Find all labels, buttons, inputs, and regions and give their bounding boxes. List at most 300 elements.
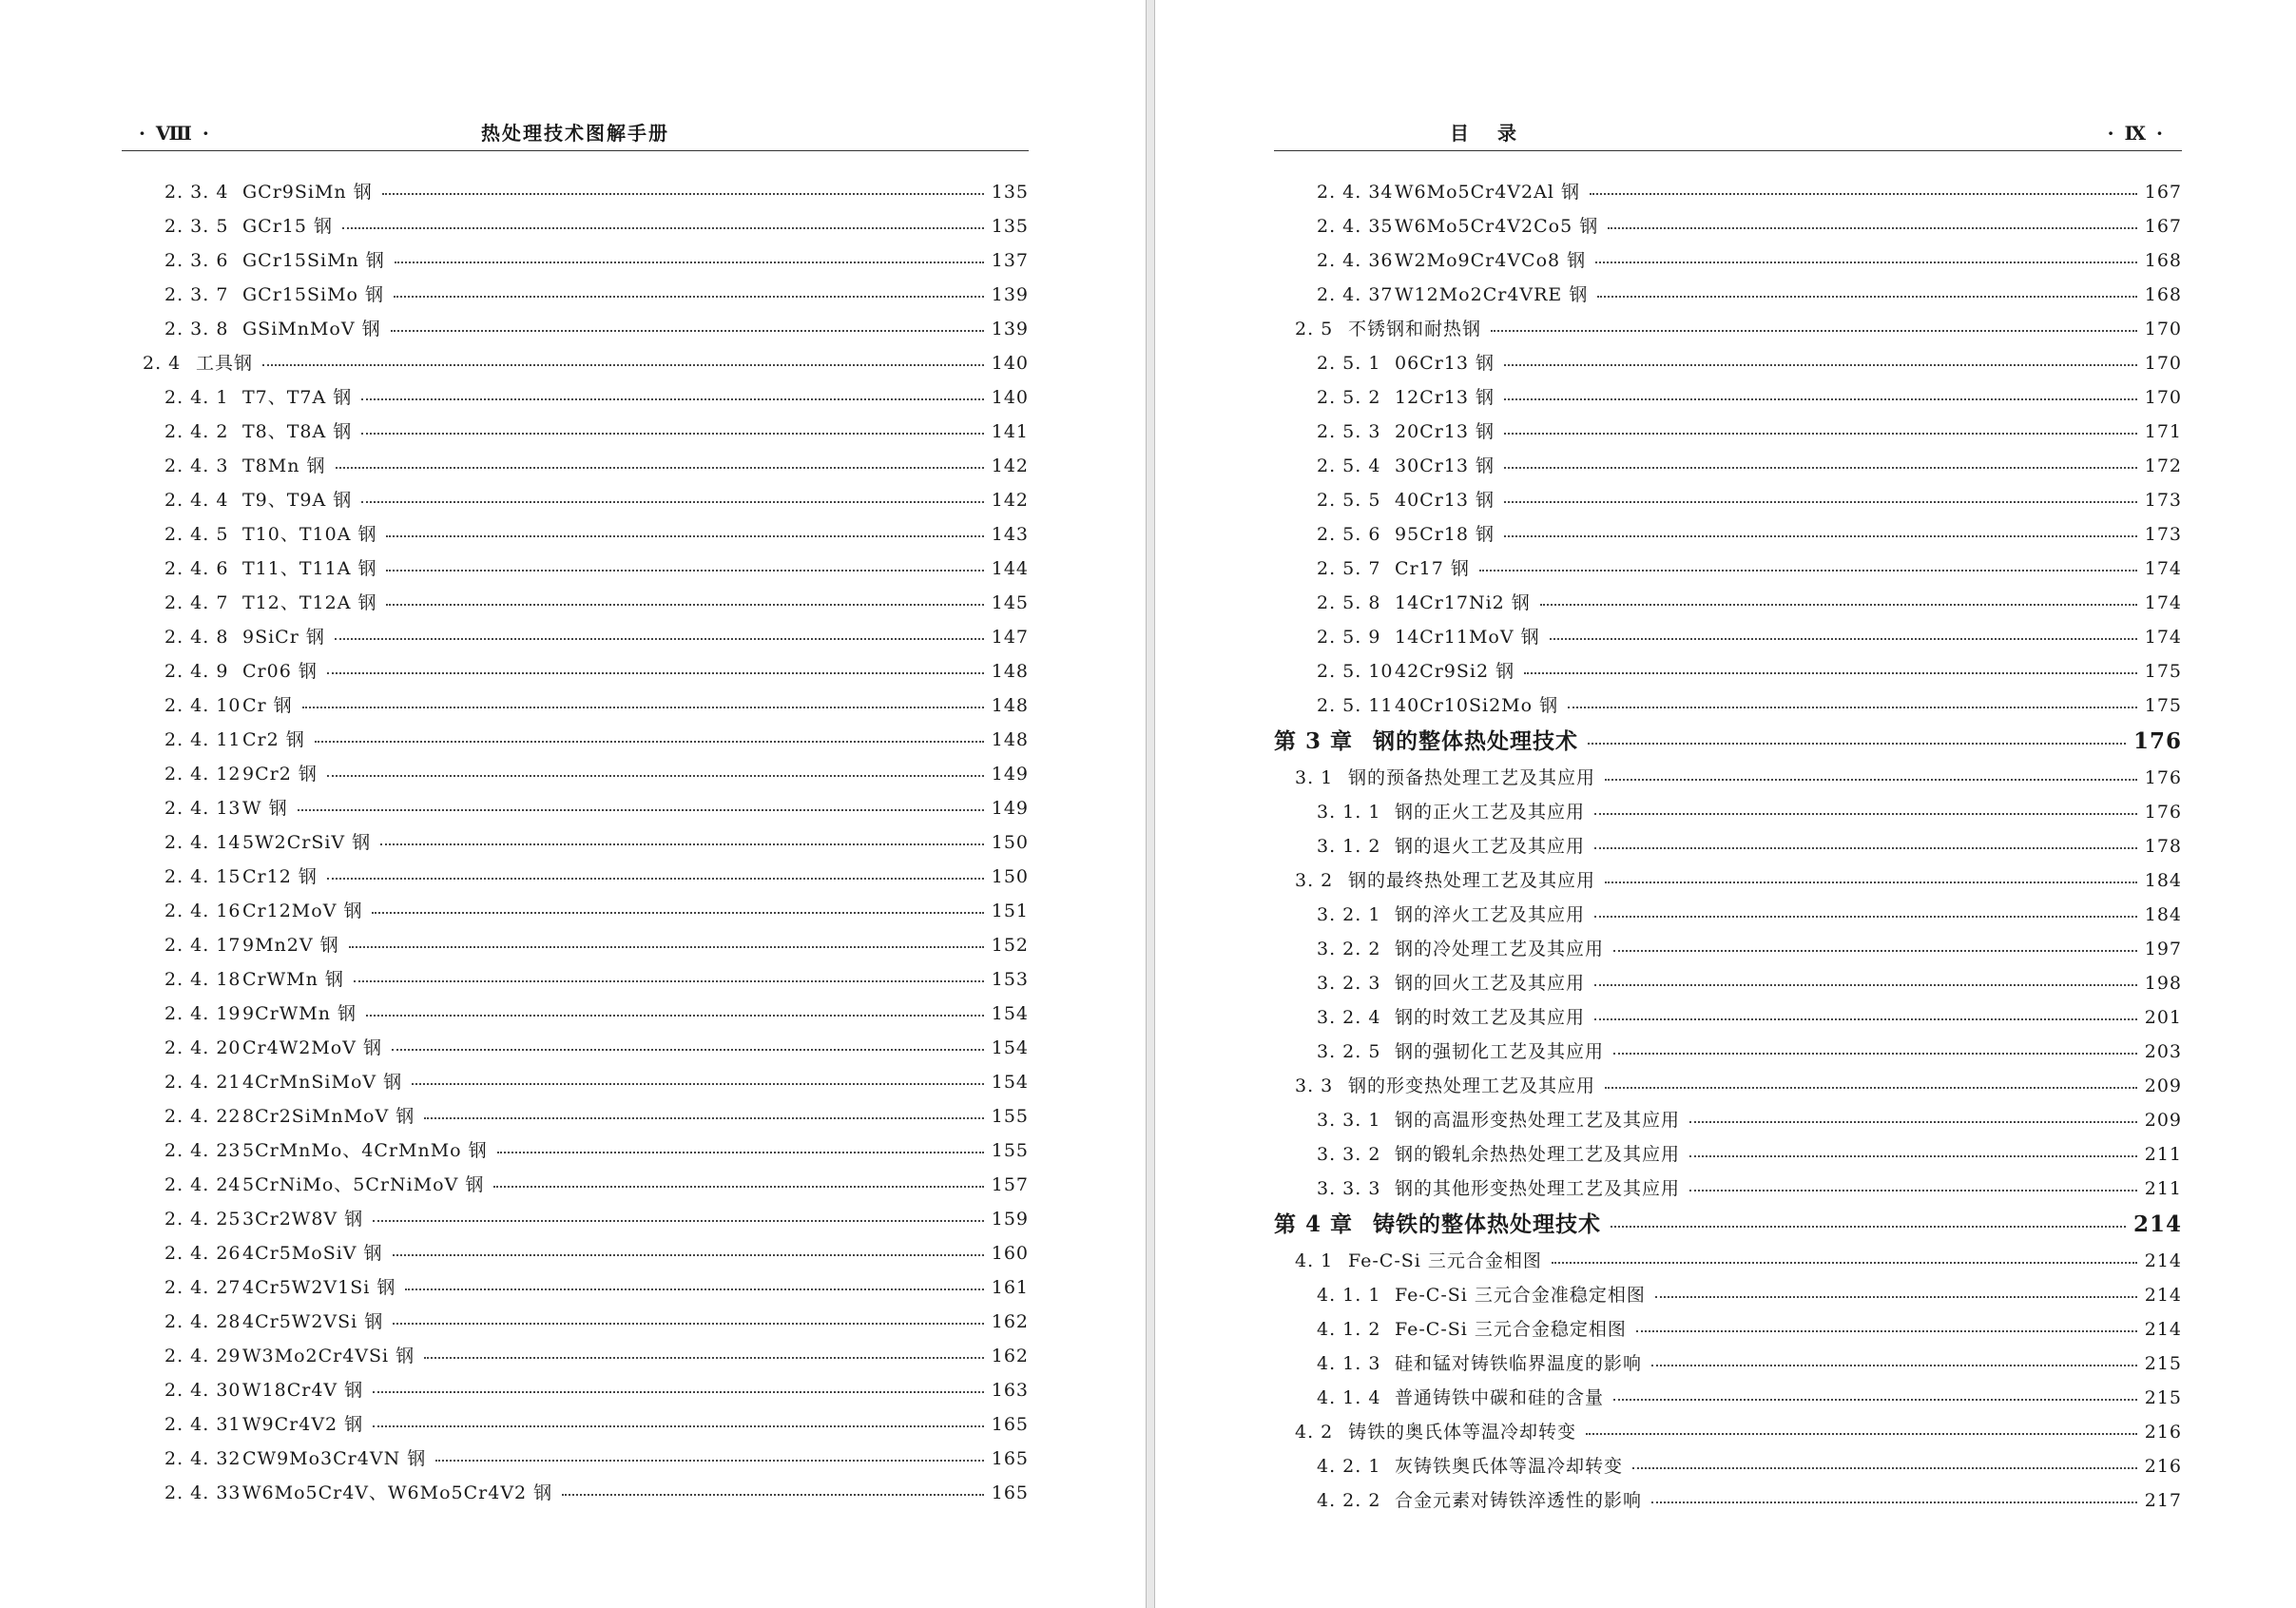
- toc-entry-number: 4. 2. 1: [1317, 1456, 1381, 1477]
- toc-entry-page: 150: [991, 832, 1029, 853]
- toc-entry-number: 2. 4. 37: [1317, 284, 1394, 305]
- toc-entry-number: 2. 3. 4: [164, 182, 229, 203]
- toc-entry-page: 155: [991, 1140, 1029, 1161]
- dot-leader: [1595, 262, 2137, 263]
- toc-entry[interactable]: [1274, 620, 2182, 654]
- dot-leader: [361, 398, 983, 400]
- dot-leader: [327, 878, 984, 880]
- toc-entry-number: 2. 4. 11: [164, 729, 241, 750]
- toc-entry-page: 161: [991, 1277, 1029, 1298]
- toc-chapter-entry[interactable]: [1274, 723, 2182, 761]
- toc-entry[interactable]: [1274, 1000, 2182, 1035]
- dot-leader: [435, 1460, 984, 1462]
- toc-entry[interactable]: [122, 586, 1029, 620]
- toc-entry[interactable]: [1274, 1278, 2182, 1312]
- dot-leader: [1524, 672, 2137, 674]
- toc-entry-page: 211: [2144, 1144, 2182, 1165]
- dot-leader: [386, 535, 983, 537]
- toc-entry-title: Cr2 钢: [242, 729, 305, 750]
- toc-entry[interactable]: [1274, 243, 2182, 278]
- dot-leader: [327, 775, 984, 777]
- toc-entry-page: 167: [2144, 182, 2182, 203]
- toc-entry-title: 钢的回火工艺及其应用: [1395, 973, 1586, 994]
- toc-entry-number: 2. 4. 9: [164, 661, 229, 682]
- toc-entry-title: 工具钢: [196, 353, 254, 374]
- toc-entry-page: 214: [2132, 1211, 2182, 1237]
- dot-leader: [394, 296, 984, 298]
- toc-entry-page: 172: [2144, 455, 2182, 476]
- dot-leader: [1651, 1501, 2137, 1503]
- toc-entry[interactable]: [1274, 483, 2182, 517]
- dot-leader: [391, 330, 984, 332]
- dot-leader: [1613, 950, 2137, 952]
- toc-entry-number: 2. 4. 25: [164, 1209, 241, 1230]
- toc-entry-number: 2. 4. 19: [164, 1003, 241, 1024]
- toc-entry-number: 3. 2. 5: [1317, 1041, 1381, 1062]
- toc-entry-title: 4CrMnSiMoV 钢: [242, 1072, 403, 1093]
- dot-leader: [1594, 916, 2137, 918]
- toc-entry-title: 4Cr5W2VSi 钢: [242, 1311, 384, 1332]
- toc-entry-number: 2. 5. 4: [1317, 455, 1381, 476]
- right-page: [1154, 0, 2296, 1608]
- toc-entry-number: 3. 2. 3: [1317, 973, 1381, 994]
- dot-leader: [1586, 1433, 2137, 1435]
- toc-entry-number: 2. 4. 21: [164, 1072, 241, 1093]
- toc-entry[interactable]: [1274, 1483, 2182, 1518]
- toc-entry-title: 14Cr11MoV 钢: [1395, 627, 1540, 648]
- toc-entry[interactable]: [122, 415, 1029, 449]
- toc-entry-page: 143: [991, 524, 1029, 545]
- toc-entry-number: 2. 4. 3: [164, 455, 229, 476]
- dot-leader: [424, 1117, 983, 1119]
- toc-entry-page: 170: [2144, 319, 2182, 339]
- toc-entry[interactable]: [1274, 688, 2182, 723]
- toc-entry[interactable]: [1274, 415, 2182, 449]
- dot-leader: [1540, 604, 2137, 606]
- toc-entry-page: 155: [991, 1106, 1029, 1127]
- toc-entry[interactable]: [122, 928, 1029, 962]
- toc-entry-page: 214: [2144, 1250, 2182, 1271]
- toc-entry-number: 2. 4. 15: [164, 866, 241, 887]
- dot-leader: [1504, 501, 2137, 503]
- toc-chapter-entry[interactable]: [1274, 1206, 2182, 1244]
- dot-leader: [1594, 847, 2137, 849]
- toc-entry-page: 148: [991, 695, 1029, 716]
- toc-entry-number: 2. 5. 11: [1317, 695, 1394, 716]
- dot-leader: [1504, 467, 2137, 469]
- toc-entry[interactable]: [1274, 966, 2182, 1000]
- toc-entry-page: 174: [2144, 627, 2182, 648]
- toc-entry[interactable]: [122, 1442, 1029, 1476]
- toc-entry[interactable]: [1274, 1312, 2182, 1346]
- toc-entry-number: 3. 2. 2: [1317, 939, 1381, 959]
- toc-entry[interactable]: [122, 243, 1029, 278]
- toc-entry-title: T10、T10A 钢: [242, 524, 377, 545]
- toc-entry[interactable]: [1274, 312, 2182, 346]
- toc-entry-title: 硅和锰对铸铁临界温度的影响: [1395, 1353, 1643, 1374]
- toc-entry-title: W6Mo5Cr4V2Al 钢: [1395, 182, 1580, 203]
- toc-entry[interactable]: [122, 962, 1029, 997]
- toc-entry-title: W2Mo9Cr4VCo8 钢: [1395, 250, 1587, 271]
- toc-entry[interactable]: [122, 552, 1029, 586]
- toc-entry-title: 钢的时效工艺及其应用: [1395, 1007, 1586, 1028]
- toc-entry-title: 5CrNiMo、5CrNiMoV 钢: [242, 1174, 485, 1195]
- left-running-title: 热处理技术图解手册: [481, 122, 669, 145]
- dot-leader: [373, 1391, 984, 1393]
- toc-entry-title: 4Cr5W2V1Si 钢: [242, 1277, 396, 1298]
- dot-leader: [1550, 638, 2137, 640]
- toc-entry-number: 3. 3. 3: [1317, 1178, 1381, 1199]
- toc-entry-page: 149: [991, 798, 1029, 819]
- toc-entry[interactable]: [122, 1339, 1029, 1373]
- dot-leader: [392, 1049, 984, 1051]
- dot-leader: [393, 1254, 984, 1256]
- toc-entry-title: 95Cr18 钢: [1395, 524, 1495, 545]
- dot-leader: [354, 980, 984, 982]
- toc-entry-title: 40Cr10Si2Mo 钢: [1395, 695, 1559, 716]
- toc-entry-title: 合金元素对铸铁淬透性的影响: [1395, 1490, 1643, 1511]
- toc-entry-title: 4Cr5MoSiV 钢: [242, 1243, 383, 1264]
- toc-entry-number: 4. 2: [1295, 1422, 1334, 1443]
- toc-entry-title: 铸铁的奥氏体等温冷却转变: [1348, 1422, 1577, 1443]
- toc-entry-title: 9SiCr 钢: [242, 627, 325, 648]
- dot-leader: [1651, 1365, 2137, 1366]
- toc-entry-number: 2. 5. 6: [1317, 524, 1381, 545]
- toc-entry-number: 3. 1: [1295, 767, 1334, 788]
- toc-entry-title: T8Mn 钢: [242, 455, 326, 476]
- toc-entry-title: W3Mo2Cr4VSi 钢: [242, 1346, 415, 1366]
- toc-entry-page: 214: [2144, 1319, 2182, 1340]
- toc-entry-title: Cr06 钢: [242, 661, 318, 682]
- dot-leader: [412, 1083, 984, 1085]
- toc-entry[interactable]: [1274, 517, 2182, 552]
- dot-leader: [372, 912, 983, 914]
- toc-entry-page: 150: [991, 866, 1029, 887]
- dot-leader: [1613, 1053, 2137, 1055]
- toc-entry-number: 2. 3. 8: [164, 319, 229, 339]
- toc-entry-page: 142: [991, 455, 1029, 476]
- left-toc-list: [122, 175, 1029, 1510]
- toc-entry-number: 4. 1. 2: [1317, 1319, 1381, 1340]
- toc-entry[interactable]: [1274, 380, 2182, 415]
- dot-leader: [1479, 570, 2137, 572]
- toc-entry-page: 197: [2144, 939, 2182, 959]
- toc-entry[interactable]: [1274, 654, 2182, 688]
- toc-entry-page: 153: [991, 969, 1029, 990]
- toc-entry[interactable]: [122, 380, 1029, 415]
- toc-entry-number: 2. 4. 34: [1317, 182, 1394, 203]
- toc-entry[interactable]: [122, 825, 1029, 860]
- toc-entry-page: 173: [2144, 524, 2182, 545]
- toc-entry[interactable]: [1274, 898, 2182, 932]
- dot-leader: [361, 501, 983, 503]
- toc-entry[interactable]: [122, 278, 1029, 312]
- toc-entry-page: 165: [991, 1448, 1029, 1469]
- dot-leader: [395, 262, 984, 263]
- toc-entry-title: T8、T8A 钢: [242, 421, 353, 442]
- toc-entry-title: W6Mo5Cr4V2Co5 钢: [1395, 216, 1599, 237]
- toc-entry[interactable]: [1274, 1172, 2182, 1206]
- dot-leader: [1504, 433, 2137, 435]
- toc-entry-page: 198: [2144, 973, 2182, 994]
- toc-entry-page: 139: [991, 284, 1029, 305]
- toc-entry[interactable]: [122, 312, 1029, 346]
- toc-entry-page: 173: [2144, 490, 2182, 511]
- toc-entry[interactable]: [122, 1202, 1029, 1236]
- dot-leader: [1655, 1296, 2137, 1298]
- toc-entry-number: 2. 4. 14: [164, 832, 241, 853]
- dot-leader: [366, 1015, 984, 1017]
- toc-entry-page: 175: [2144, 695, 2182, 716]
- toc-entry-number: 4. 1. 3: [1317, 1353, 1381, 1374]
- toc-entry-number: 2. 5. 3: [1317, 421, 1381, 442]
- toc-entry-page: 168: [2144, 284, 2182, 305]
- toc-entry-title: 14Cr17Ni2 钢: [1395, 592, 1531, 613]
- toc-entry[interactable]: [1274, 795, 2182, 829]
- toc-entry-page: 165: [991, 1482, 1029, 1503]
- toc-entry-page: 175: [2144, 661, 2182, 682]
- toc-entry[interactable]: [122, 757, 1029, 791]
- toc-entry[interactable]: [122, 620, 1029, 654]
- toc-entry-number: 2. 4. 8: [164, 627, 229, 648]
- toc-entry-page: 168: [2144, 250, 2182, 271]
- toc-entry-title: Fe-C-Si 三元合金准稳定相图: [1395, 1285, 1646, 1306]
- toc-entry-page: 157: [991, 1174, 1029, 1195]
- toc-entry-title: CrWMn 钢: [242, 969, 344, 990]
- toc-entry[interactable]: [1274, 1381, 2182, 1415]
- toc-entry-page: 170: [2144, 353, 2182, 374]
- toc-entry[interactable]: [122, 1236, 1029, 1270]
- toc-entry[interactable]: [122, 517, 1029, 552]
- toc-entry-page: 162: [991, 1311, 1029, 1332]
- toc-entry-number: 2. 4. 23: [164, 1140, 241, 1161]
- toc-entry-page: 171: [2144, 421, 2182, 442]
- toc-entry-title: GCr9SiMn 钢: [242, 182, 373, 203]
- dot-leader: [349, 946, 984, 948]
- dot-leader: [1605, 779, 2137, 781]
- dot-leader: [380, 843, 984, 845]
- dot-leader: [1605, 881, 2137, 883]
- dot-leader: [1594, 984, 2137, 986]
- dot-leader: [497, 1152, 984, 1153]
- toc-entry-title: GSiMnMoV 钢: [242, 319, 381, 339]
- toc-entry-title: T11、T11A 钢: [242, 558, 377, 579]
- dot-leader: [1594, 813, 2137, 815]
- toc-entry[interactable]: [1274, 209, 2182, 243]
- dot-leader: [1568, 707, 2137, 708]
- toc-entry-number: 3. 2. 4: [1317, 1007, 1381, 1028]
- toc-entry[interactable]: [1274, 278, 2182, 312]
- toc-entry-title: 钢的强韧化工艺及其应用: [1395, 1041, 1605, 1062]
- toc-entry-page: 144: [991, 558, 1029, 579]
- toc-entry-number: 2. 5. 5: [1317, 490, 1381, 511]
- toc-entry[interactable]: [122, 1305, 1029, 1339]
- toc-entry-page: 154: [991, 1072, 1029, 1093]
- toc-entry-title: 5CrMnMo、4CrMnMo 钢: [242, 1140, 488, 1161]
- toc-entry-page: 142: [991, 490, 1029, 511]
- toc-entry-page: 201: [2144, 1007, 2182, 1028]
- toc-entry-number: 3. 3: [1295, 1075, 1334, 1096]
- toc-entry[interactable]: [1274, 1346, 2182, 1381]
- toc-entry[interactable]: [122, 791, 1029, 825]
- left-page-header: [122, 116, 1029, 151]
- dot-leader: [493, 1186, 983, 1188]
- toc-entry-page: 159: [991, 1209, 1029, 1230]
- toc-entry[interactable]: [122, 346, 1029, 380]
- toc-entry[interactable]: [122, 860, 1029, 894]
- toc-entry[interactable]: [122, 1476, 1029, 1510]
- toc-entry[interactable]: [1274, 1035, 2182, 1069]
- toc-entry-number: 3. 2: [1295, 870, 1334, 891]
- toc-entry[interactable]: [1274, 1244, 2182, 1278]
- toc-entry-number: 2. 3. 5: [164, 216, 229, 237]
- toc-entry[interactable]: [122, 1031, 1029, 1065]
- toc-entry-page: 160: [991, 1243, 1029, 1264]
- toc-entry-page: 170: [2144, 387, 2182, 408]
- toc-entry[interactable]: [1274, 863, 2182, 898]
- toc-entry[interactable]: [122, 688, 1029, 723]
- toc-entry-number: 2. 4. 24: [164, 1174, 241, 1195]
- dot-leader: [1605, 1087, 2137, 1089]
- toc-entry[interactable]: [122, 175, 1029, 209]
- toc-entry[interactable]: [122, 449, 1029, 483]
- toc-entry-number: 2. 5: [1295, 319, 1334, 339]
- dot-leader: [373, 1425, 984, 1427]
- right-running-title: 目录: [1450, 122, 1545, 145]
- toc-entry[interactable]: [1274, 1069, 2182, 1103]
- toc-entry-number: 2. 4. 26: [164, 1243, 241, 1264]
- toc-entry-number: 2. 5. 1: [1317, 353, 1381, 374]
- dot-leader: [1491, 330, 2137, 332]
- toc-entry[interactable]: [122, 1099, 1029, 1133]
- toc-entry[interactable]: [1274, 1137, 2182, 1172]
- toc-entry[interactable]: [1274, 175, 2182, 209]
- toc-entry-title: CW9Mo3Cr4VN 钢: [242, 1448, 427, 1469]
- toc-entry-number: 2. 4. 28: [164, 1311, 241, 1332]
- toc-entry-number: 2. 4. 13: [164, 798, 241, 819]
- toc-entry-number: 2. 4. 6: [164, 558, 229, 579]
- toc-entry-number: 2. 4. 32: [164, 1448, 241, 1469]
- toc-entry-title: Cr4W2MoV 钢: [242, 1037, 382, 1058]
- toc-entry-page: 145: [991, 592, 1029, 613]
- toc-entry-page: 154: [991, 1003, 1029, 1024]
- toc-entry-number: 2. 4. 20: [164, 1037, 241, 1058]
- toc-entry-number: 2. 4. 17: [164, 935, 241, 956]
- toc-entry-page: 209: [2144, 1110, 2182, 1131]
- toc-entry[interactable]: [1274, 1449, 2182, 1483]
- dot-leader: [1636, 1330, 2137, 1332]
- toc-entry[interactable]: [1274, 586, 2182, 620]
- toc-entry-number: 3. 1. 2: [1317, 836, 1381, 857]
- toc-entry-page: 167: [2144, 216, 2182, 237]
- toc-entry[interactable]: [1274, 552, 2182, 586]
- toc-entry-page: 174: [2144, 558, 2182, 579]
- dot-leader: [336, 467, 984, 469]
- toc-entry-page: 216: [2144, 1456, 2182, 1477]
- toc-entry[interactable]: [122, 1065, 1029, 1099]
- toc-entry-title: 9Mn2V 钢: [242, 935, 339, 956]
- toc-entry-title: 钢的形变热处理工艺及其应用: [1348, 1075, 1596, 1096]
- left-page-number: · Ⅷ ·: [139, 122, 211, 145]
- toc-entry-title: Cr12MoV 钢: [242, 901, 363, 921]
- toc-entry[interactable]: [1274, 346, 2182, 380]
- toc-entry-title: 铸铁的整体热处理技术: [1373, 1211, 1601, 1237]
- toc-entry[interactable]: [1274, 1103, 2182, 1137]
- toc-entry-title: 06Cr13 钢: [1395, 353, 1495, 374]
- toc-entry-number: 2. 5. 9: [1317, 627, 1381, 648]
- dot-leader: [298, 809, 984, 811]
- toc-entry-title: 9Cr2 钢: [242, 764, 318, 785]
- toc-entry-page: 148: [991, 661, 1029, 682]
- dot-leader: [405, 1288, 983, 1290]
- toc-entry[interactable]: [122, 654, 1029, 688]
- toc-entry-number: 2. 3. 7: [164, 284, 229, 305]
- toc-entry-title: W9Cr4V2 钢: [242, 1414, 364, 1435]
- toc-entry-title: 20Cr13 钢: [1395, 421, 1495, 442]
- toc-entry-page: 147: [991, 627, 1029, 648]
- toc-entry-page: 162: [991, 1346, 1029, 1366]
- toc-entry[interactable]: [122, 894, 1029, 928]
- dot-leader: [382, 193, 984, 195]
- toc-entry[interactable]: [122, 1373, 1029, 1407]
- left-page: [0, 0, 1147, 1608]
- toc-entry[interactable]: [122, 1168, 1029, 1202]
- toc-entry-title: 钢的淬火工艺及其应用: [1395, 904, 1586, 925]
- toc-entry[interactable]: [1274, 1415, 2182, 1449]
- toc-entry-title: 钢的锻轧余热热处理工艺及其应用: [1395, 1144, 1681, 1165]
- toc-entry-number: 2. 5. 10: [1317, 661, 1394, 682]
- toc-entry[interactable]: [122, 997, 1029, 1031]
- toc-entry-page: 209: [2144, 1075, 2182, 1096]
- dot-leader: [262, 364, 984, 366]
- toc-entry-title: T7、T7A 钢: [242, 387, 353, 408]
- toc-entry-number: 2. 4: [143, 353, 182, 374]
- toc-entry-title: 不锈钢和耐热钢: [1348, 319, 1482, 339]
- toc-entry[interactable]: [1274, 761, 2182, 795]
- toc-entry[interactable]: [122, 1270, 1029, 1305]
- dot-leader: [1504, 398, 2137, 400]
- dot-leader: [1590, 193, 2137, 195]
- toc-entry-title: 钢的预备热处理工艺及其应用: [1348, 767, 1596, 788]
- toc-entry-page: 152: [991, 935, 1029, 956]
- toc-entry[interactable]: [122, 209, 1029, 243]
- toc-entry-page: 135: [991, 182, 1029, 203]
- toc-entry[interactable]: [1274, 449, 2182, 483]
- toc-entry-title: 3Cr2W8V 钢: [242, 1209, 364, 1230]
- toc-entry-title: T12、T12A 钢: [242, 592, 377, 613]
- toc-entry[interactable]: [122, 483, 1029, 517]
- dot-leader: [1611, 1226, 2126, 1228]
- toc-entry-title: T9、T9A 钢: [242, 490, 353, 511]
- dot-leader: [302, 707, 984, 708]
- dot-leader: [1689, 1121, 2137, 1123]
- toc-entry-page: 151: [991, 901, 1029, 921]
- toc-entry-title: 钢的其他形变热处理工艺及其应用: [1395, 1178, 1681, 1199]
- toc-entry[interactable]: [1274, 829, 2182, 863]
- dot-leader: [373, 1220, 984, 1222]
- toc-entry[interactable]: [122, 723, 1029, 757]
- toc-entry-number: 2. 4. 1: [164, 387, 229, 408]
- toc-entry[interactable]: [122, 1133, 1029, 1168]
- toc-entry-title: GCr15SiMn 钢: [242, 250, 385, 271]
- toc-entry[interactable]: [1274, 932, 2182, 966]
- toc-entry-number: 2. 4. 18: [164, 969, 241, 990]
- toc-entry-title: 30Cr13 钢: [1395, 455, 1495, 476]
- toc-entry-number: 2. 4. 31: [164, 1414, 241, 1435]
- toc-entry-number: 2. 4. 7: [164, 592, 229, 613]
- dot-leader: [1552, 1262, 2137, 1264]
- toc-entry[interactable]: [122, 1407, 1029, 1442]
